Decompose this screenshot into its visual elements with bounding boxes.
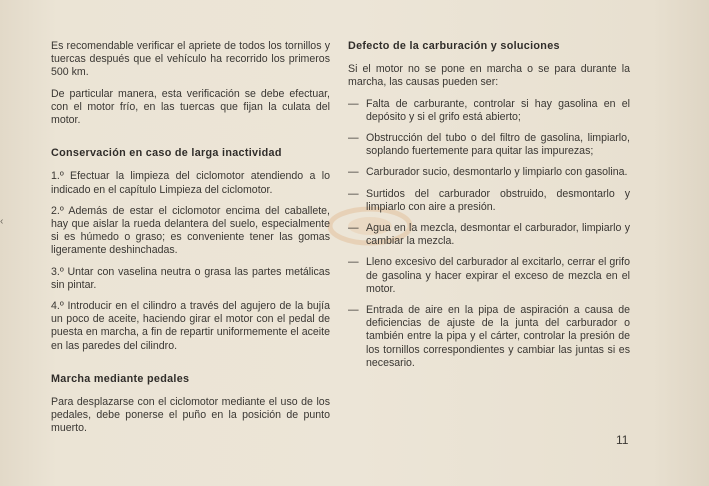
cause-4: Surtidos del carburador obstruido, desmontarlo y limpiarlo con aire a presión. — [366, 187, 630, 213]
list-item — [348, 132, 630, 158]
right-column — [348, 40, 630, 378]
section-title-carburation: Defecto de la carburación y soluciones — [348, 40, 560, 52]
pedals-paragraph: Para desplazarse con el ciclomotor mediante el uso de los pedales, debe ponerse el puño en la posición de punto muerto. — [51, 396, 330, 435]
page-number: 11 — [616, 433, 629, 447]
section-title-pedals: Marcha mediante pedales — [51, 372, 190, 385]
left-column — [51, 40, 330, 444]
cause-2: Obstrucción del tubo o del filtro de gasolina, limpiarlo, soplando fuertemente para quitar las impurezas; — [366, 132, 630, 158]
conservation-step-2: 2.º Además de estar el ciclomotor encima del caballete, hay que aislar la rueda delantera del suelo, especialmente si es húmedo o graso; es conveniente tener las gomas ligeramente deshinchadas. — [51, 204, 330, 257]
edge-mark: ‹ — [0, 216, 4, 227]
dash-bullet: — — [348, 304, 359, 317]
cause-1: Falta de carburante, controlar si hay gasolina en el depósito y si el grifo está abierto; — [366, 97, 630, 123]
conservation-step-3: 3.º Untar con vaselina neutra o grasa las partes metálicas sin pintar. — [51, 265, 330, 291]
dash-bullet: — — [348, 187, 359, 200]
intro-paragraph-2: De particular manera, esta verificación se debe efectuar, con el motor frío, en las tuercas que fijan la culata del motor. — [51, 87, 330, 127]
cause-3: Carburador sucio, desmontarlo y limpiarlo con gasolina. — [366, 166, 628, 179]
section-title-conservation: Conservación en caso de larga inactividad — [51, 147, 282, 160]
dash-bullet: — — [348, 97, 359, 110]
conservation-step-1: 1.º Efectuar la limpieza del ciclomotor atendiendo a lo indicado en el capítulo Limpieza del ciclomotor. — [51, 170, 330, 196]
cause-6: Lleno excesivo del carburador al excitarlo, cerrar el grifo de gasolina y hacer expirar el exceso de mezcla en el motor. — [366, 256, 630, 295]
intro-paragraph-1: Es recomendable verificar el apriete de todos los tornillos y tuercas después que el vehículo ha recorrido los primeros 500 km. — [51, 40, 330, 79]
dash-bullet: — — [348, 222, 359, 235]
dash-bullet: — — [348, 132, 359, 145]
dash-bullet: — — [348, 166, 359, 179]
cause-7: Entrada de aire en la pipa de aspiración a causa de deficiencias de ajuste de la junta del carburador o también entre la pipa y el cárter, controlar la presión de los tornillos correspondientes y cambiar las juntas si es necesario. — [366, 304, 630, 369]
list-item — [348, 256, 630, 296]
carburation-intro: Si el motor no se pone en marcha o se para durante la marcha, las causas pueden ser: — [348, 63, 630, 89]
list-item — [348, 304, 630, 370]
list-item — [348, 98, 630, 124]
conservation-step-4: 4.º Introducir en el cilindro a través del agujero de la bujía un poco de aceite, haciendo girar el motor con el pedal de puesta en marcha, a fin de repartir uniformemente el aceite en las paredes del cilindro. — [51, 300, 330, 352]
list-item — [348, 222, 630, 248]
list-item — [348, 166, 630, 179]
list-item — [348, 188, 630, 214]
cause-5: Agua en la mezcla, desmontar el carburador, limpiarlo y cambiar la mezcla. — [366, 222, 630, 248]
dash-bullet: — — [348, 256, 359, 269]
